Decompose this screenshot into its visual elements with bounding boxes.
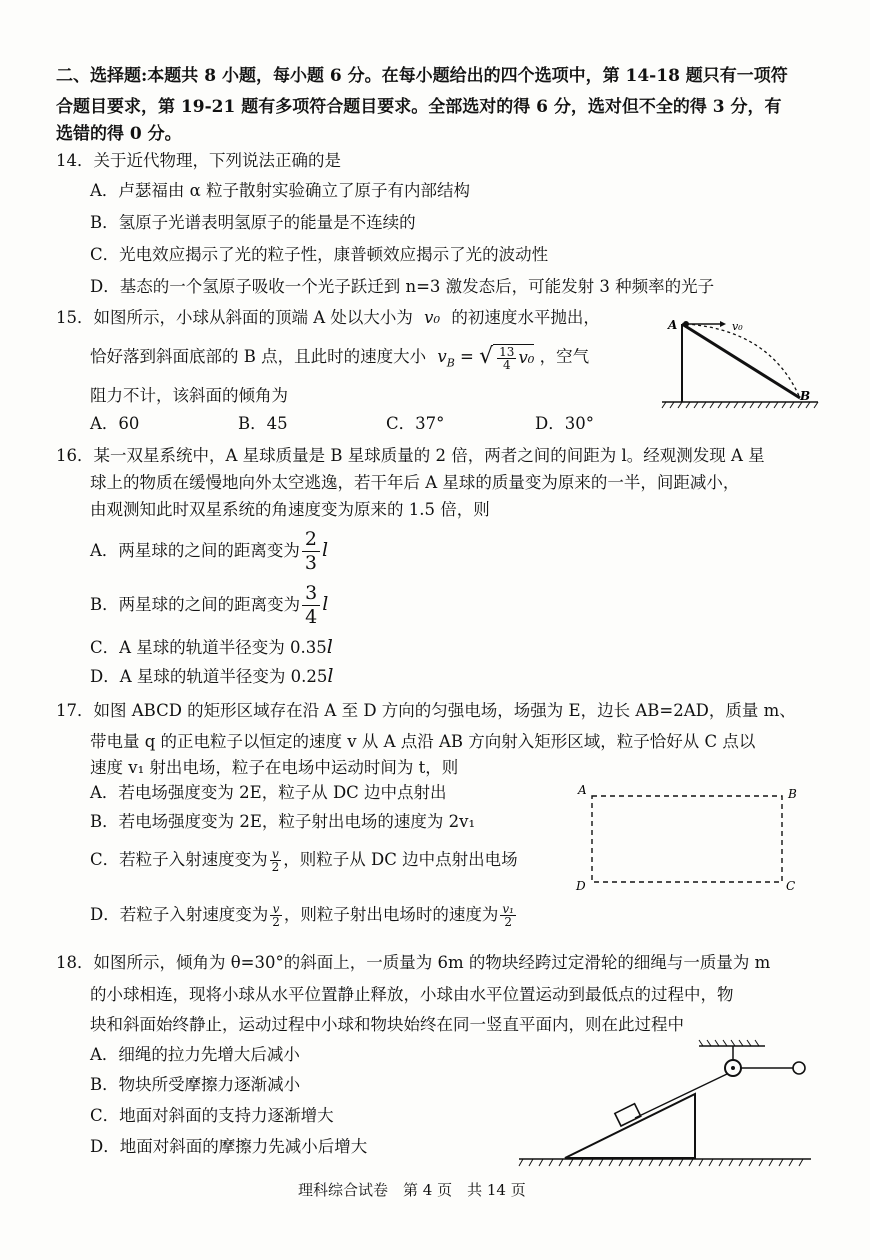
q17-line3: 速度 v₁ 射出电场，粒子在电场中运动时间为 t，则 [90,758,459,777]
q17-fig-label-a: A [578,783,587,797]
q17-fig-label-d: D [576,879,586,893]
q15-v0b: v₀ [518,348,535,367]
q16-a-l: l [322,539,329,561]
ball-icon [793,1062,805,1074]
q14-option-b: B．氢原子光谱表明氢原子的能量是不连续的 [90,213,416,232]
q15-incline-figure [660,312,820,412]
q16-option-b [90,582,328,629]
q15-line3: 阻力不计，该斜面的倾角为 [90,386,288,405]
q17-option-b: B．若电场强度变为 2E，粒子射出电场的速度为 2v₁ [90,812,476,831]
q17-d-den: 2 [272,915,280,929]
section-header-line1: 二、选择题:本题共 8 小题，每小题 6 分。在每小题给出的四个选项中，第 14-18 题只有一项符 [56,66,788,86]
q16-option-a-text: A．两星球的之间的距离变为 [90,541,300,560]
q17-option-d [90,900,518,930]
q15-equals: = [460,347,474,366]
q18-line2: 的小球相连，现将小球从水平位置静止释放，小球由水平位置运动到最低点的过程中，物 [90,985,734,1004]
q15-vb-sub: B [446,356,455,370]
q16-b-num: 3 [302,582,320,606]
q18-option-d: D．地面对斜面的摩擦力先减小后增大 [90,1137,368,1156]
q17-option-d-frac2 [500,903,516,928]
q17-c-den: 2 [271,860,280,874]
q15-option-a: A．60 [90,414,140,433]
q17-c-num: v [270,848,282,861]
q17-option-c-frac [270,848,282,873]
q15-vb: v [437,347,447,366]
q14-option-a: A．卢瑟福由 α 粒子散射实验确立了原子有内部结构 [90,181,471,200]
q16-line3: 由观测知此时双星系统的角速度变为原来的 1.5 倍，则 [90,500,490,519]
q16-option-c-text: C．A 星球的轨道半径变为 0.35 [90,638,327,657]
q15-fig-label-b: B [800,389,811,403]
q17-line2: 带电量 q 的正电粒子以恒定的速度 v 从 A 点沿 AB 方向射入矩形区域，粒子恰好从 C 点以 [90,732,756,751]
q17-option-c-post: ，则粒子从 DC 边中点射出电场 [283,850,518,869]
q15-sqrt-frac [497,346,516,371]
q17-d-den2: 2 [504,915,512,929]
q16-a-den: 3 [304,552,318,574]
q15-option-b: B．45 [238,414,288,433]
q15-sqrt-num: 13 [499,345,515,359]
q14-option-d: D．基态的一个氢原子吸收一个光子跃迁到 n=3 激发态后，可能发射 3 种频率的光子 [90,277,715,296]
q16-option-a-frac [302,528,320,575]
q16-d-l: l [327,665,334,687]
q15-sqrt-den: 4 [502,358,511,372]
q15-line2-tail: ，空气 [539,347,590,366]
q16-b-den: 4 [305,606,318,628]
q18-option-a: A．细绳的拉力先增大后减小 [90,1045,300,1064]
q18-line3: 块和斜面始终静止，运动过程中小球和物块始终在同一竖直平面内，则在此过程中 [90,1015,684,1034]
q17-option-d-mid: ，则粒子射出电场时的速度为 [283,905,499,924]
q17-d-num: v [270,903,282,916]
q16-option-a [90,528,328,575]
q15-fig-label-v0: v₀ [732,320,743,333]
q17-line1: 17．如图 ABCD 的矩形区域存在沿 A 至 D 方向的匀强电场，场强为 E，边长 AB=2AD，质量 m、 [56,701,796,720]
q15-line1-tail: 的初速度水平抛出， [451,308,600,327]
q17-option-d-frac [270,903,282,928]
q17-option-a: A．若电场强度变为 2E，粒子从 DC 边中点射出 [90,783,447,802]
q15-option-c: C．37° [386,414,445,433]
q18-line1: 18．如图所示，倾角为 θ=30°的斜面上，一质量为 6m 的物块经跨过定滑轮的细绳与一质量为 m [56,953,771,972]
q15-sqrt: √ $\frac{13}{4}$ v₀ [479,344,535,372]
q16-b-l: l [322,593,329,615]
q15-line1-text: 15．如图所示，小球从斜面的顶端 A 处以大小为 [56,308,413,327]
q16-option-b-text: B．两星球的之间的距离变为 [90,595,301,614]
q14-stem: 14．关于近代物理，下列说法正确的是 [56,151,341,170]
q17-d-num2: v₁ [502,902,514,916]
page-footer: 理科综合试卷 第 4 页 共 14 页 [298,1181,526,1199]
q14-option-c: C．光电效应揭示了光的粒子性，康普顿效应揭示了光的波动性 [90,245,549,264]
q18-incline-pulley-figure [515,1038,815,1168]
q16-option-d-text: D．A 星球的轨道半径变为 0.25 [90,667,328,686]
q17-fig-label-c: C [786,879,796,893]
q16-line1: 16．某一双星系统中，A 星球质量是 B 星球质量的 2 倍，两者之间的间距为 l。经观测发现 A 星 [56,446,765,465]
q17-option-c [90,845,518,875]
q16-c-l: l [326,636,333,658]
q15-line2-text: 恰好落到斜面底部的 B 点，且此时的速度大小 [90,347,427,366]
q16-line2: 球上的物质在缓慢地向外太空逃逸，若干年后 A 星球的质量变为原来的一半，间距减小， [90,473,740,492]
q17-option-c-pre: C．若粒子入射速度变为 [90,850,268,869]
section-header-line3: 选错的得 0 分。 [56,124,182,144]
q16-option-c [90,637,333,658]
q17-fig-label-b: B [788,787,797,801]
q15-fig-label-a: A [668,318,678,332]
q18-option-c: C．地面对斜面的支持力逐渐增大 [90,1106,334,1125]
section-header-line2: 合题目要求，第 19-21 题有多项符合题目要求。全部选对的得 6 分，选对但不全的得 3 分，有 [56,97,782,117]
q15-line1 [56,308,600,328]
q17-rectangle-figure [572,782,802,894]
q15-v0: v₀ [424,308,441,327]
q15-option-d: D．30° [535,414,594,433]
q17-option-d-pre: D．若粒子入射速度变为 [90,905,269,924]
q16-option-d [90,666,333,687]
q15-line2 [90,344,589,376]
q16-option-b-frac [302,582,320,629]
q18-option-b: B．物块所受摩擦力逐渐减小 [90,1075,301,1094]
q16-a-num: 2 [302,528,320,552]
